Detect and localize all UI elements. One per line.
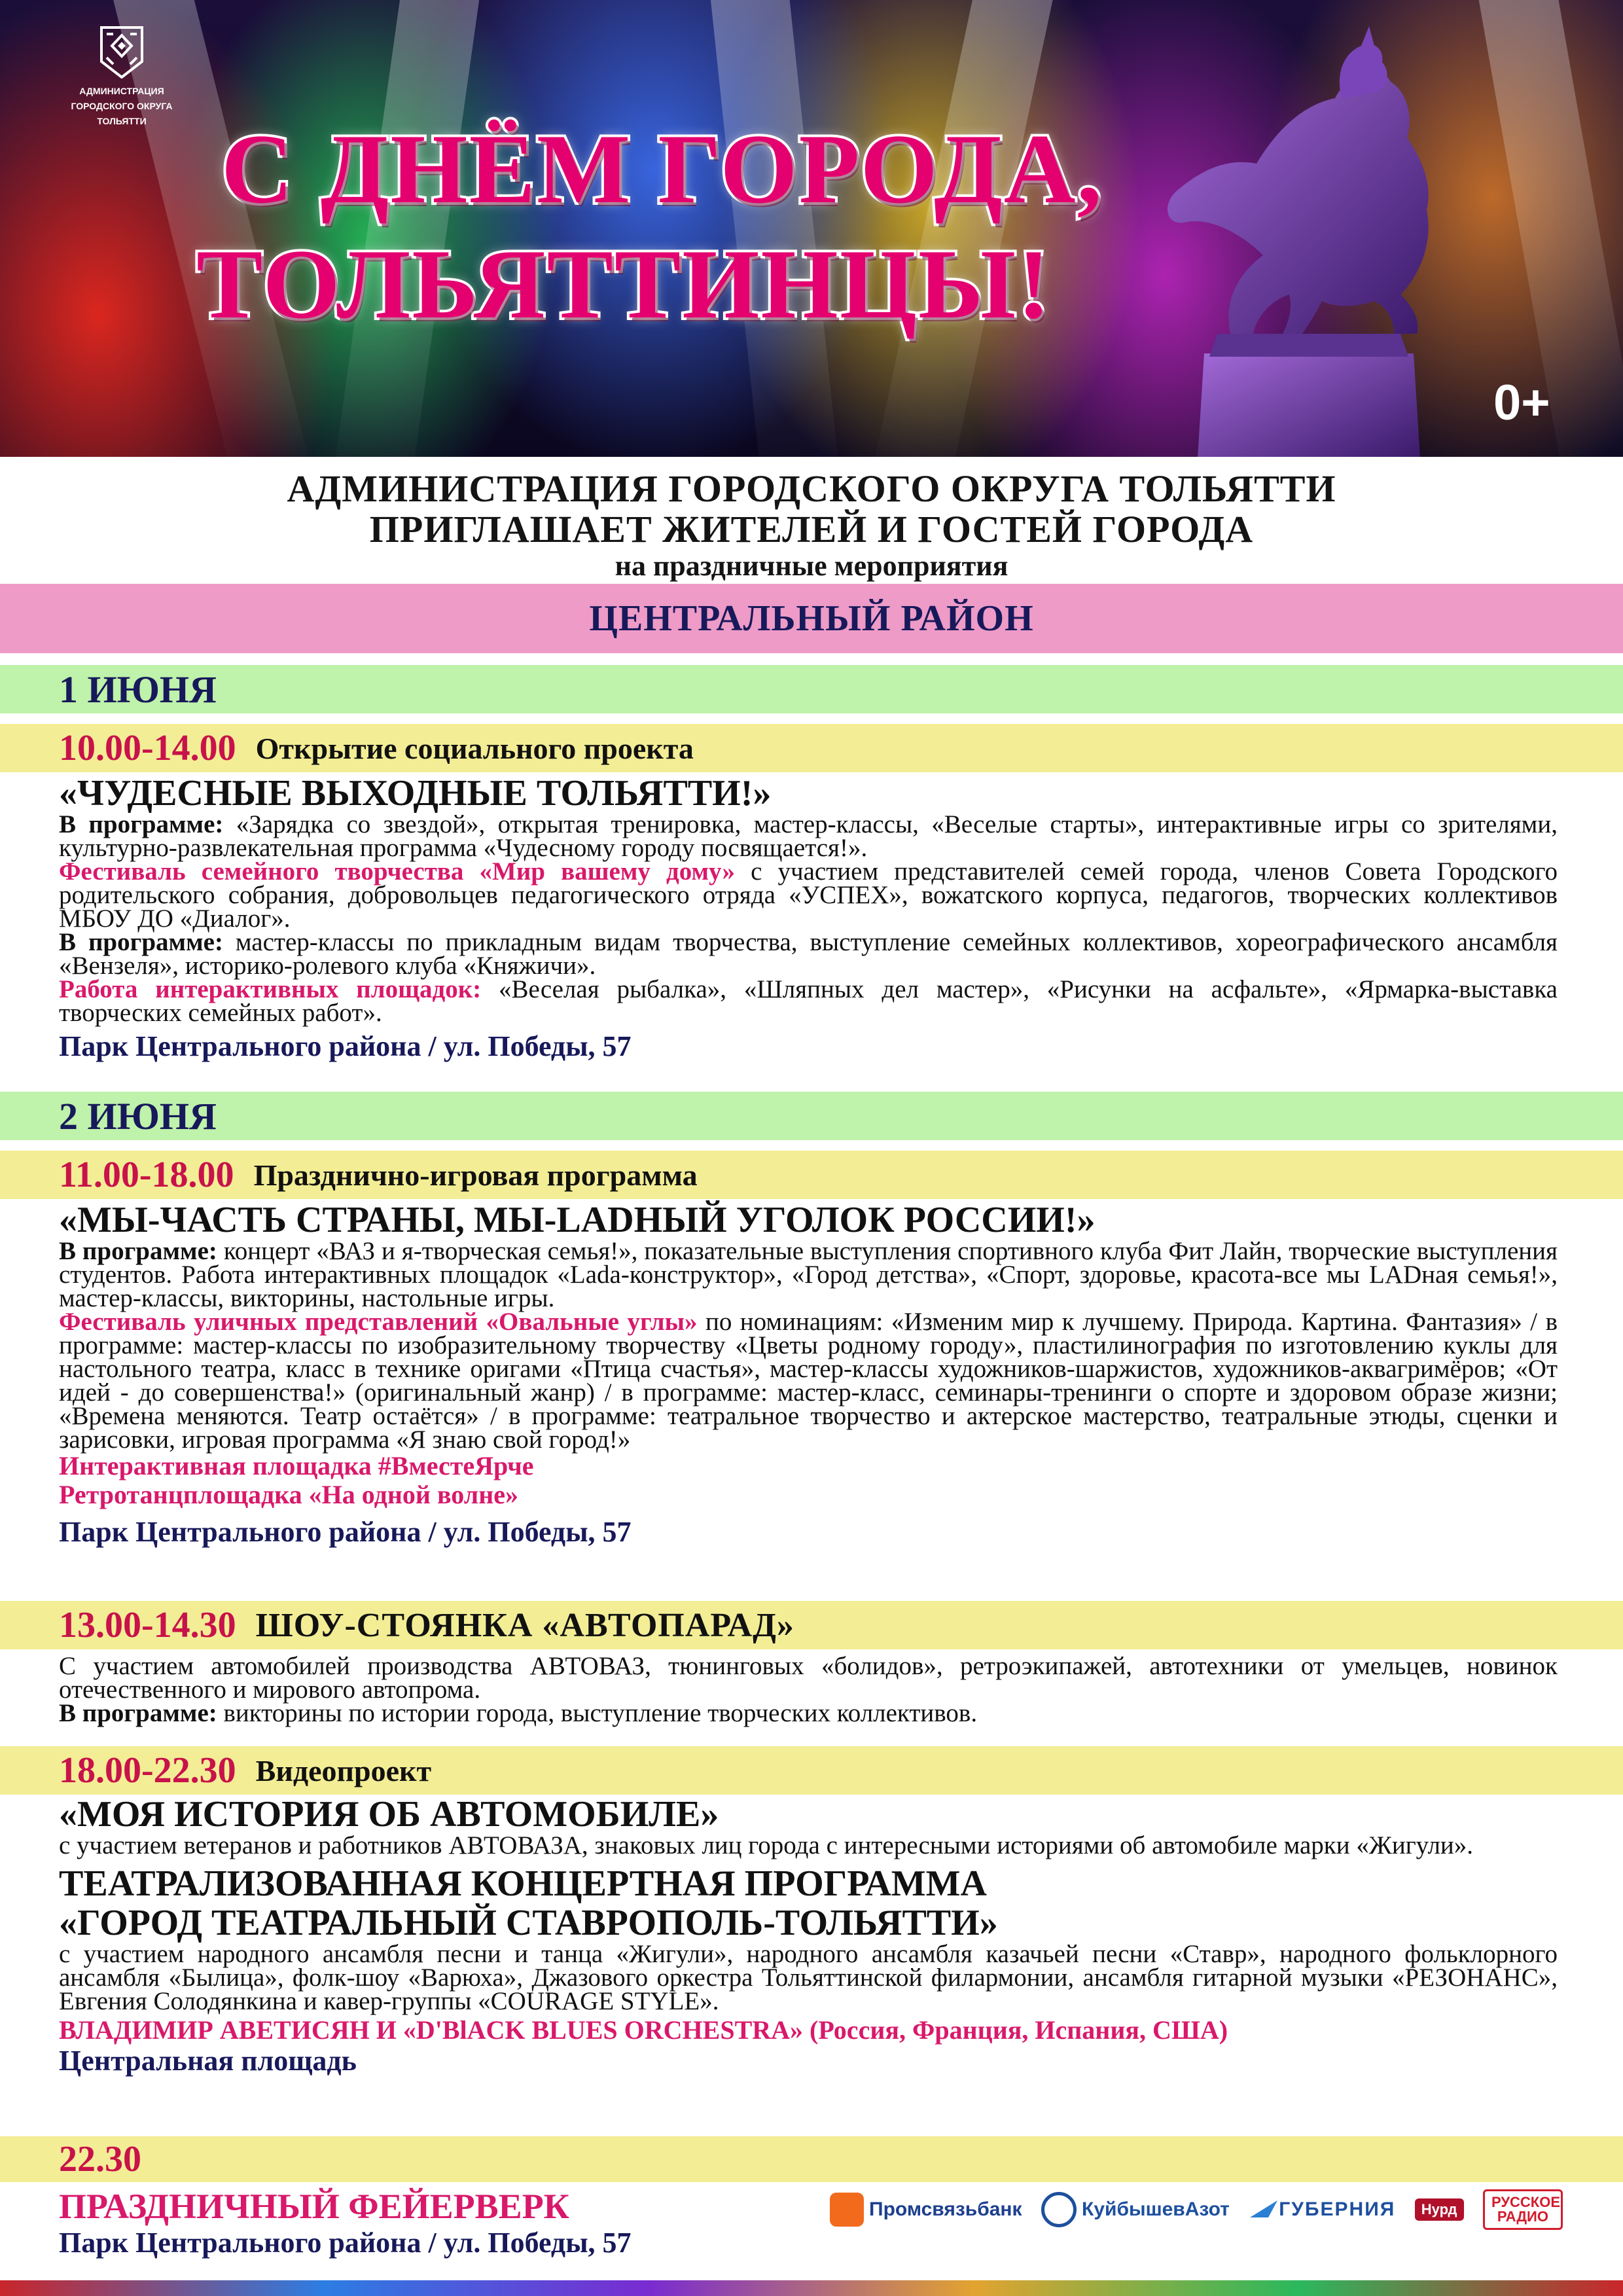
event-band <box>0 2136 1623 2182</box>
age-rating-badge: 0+ <box>1493 375 1550 431</box>
psb-logo-icon <box>830 2193 864 2227</box>
event-time: 18.00-22.30 <box>59 1750 236 1791</box>
event-time: 22.30 <box>59 2139 141 2179</box>
event-name: Открытие социального проекта <box>255 731 694 765</box>
logo-text-line: АДМИНИСТРАЦИЯ <box>79 86 164 96</box>
city-logo <box>63 26 181 127</box>
program-text: мастер-классы по прикладным видам творчества, выступление семейных коллективов, хореографического ансамбля «Вензеля», историко-ролевого клуба «Княжичи». <box>59 928 1558 980</box>
festival-text: с участием представителей семей города, членов Совета Городского родительского собрания, добровольцев педагогического отряда «УСПЕХ», вожатского корпуса, педагогов, творческих коллективов МБОУ ДО «Диалог». <box>59 857 1558 933</box>
sponsor-logos <box>830 2183 1563 2236</box>
program-paragraph <box>59 928 1558 980</box>
invitation-line-2: ПРИГЛАШАЕТ ЖИТЕЛЕЙ И ГОСТЕЙ ГОРОДА <box>369 508 1254 550</box>
sponsor-name: ГУБЕРНИЯ <box>1279 2198 1396 2220</box>
video-project-text: с участием ветеранов и работников АВТОВАЗА, знаковых лиц города с интересными историями об автомобиле марки «Жигули». <box>59 1831 1474 1859</box>
sponsor-name: РУССКОЕ РАДИО <box>1483 2189 1563 2230</box>
bottom-color-strip <box>0 2280 1623 2296</box>
platforms-paragraph <box>59 975 1558 1027</box>
invitation-heading <box>0 469 1623 583</box>
title-line: С ДНЁМ ГОРОДА, <box>221 114 1103 224</box>
event-title: «МЫ-ЧАСТЬ СТРАНЫ, МЫ-LADНЫЙ УГОЛОК РОССИИ!» <box>59 1200 1096 1240</box>
kuibyshevazot-logo-icon <box>1041 2192 1077 2227</box>
platforms-text: «Веселая рыбалка», «Шляпных дел мастер», «Рисунки на асфальте», «Ярмарка-выставка творческих семейных работ». <box>59 975 1558 1027</box>
header-banner <box>0 0 1623 457</box>
event-details-day2-3 <box>59 1795 1558 2077</box>
city-emblem-icon <box>98 26 146 79</box>
autoparade-text: С участием автомобилей производства АВТОВАЗ, тюнинговых «болидов», ретроэкипажей, автотехники от умельцев, новинок отечественного и мирового автопрома. <box>59 1652 1558 1704</box>
sponsor-russkoe-radio <box>1483 2189 1563 2230</box>
program-paragraph <box>59 1237 1558 1312</box>
event-title: «МОЯ ИСТОРИЯ ОБ АВТОМОБИЛЕ» <box>59 1794 719 1835</box>
program-text: «Зарядка со звездой», открытая тренировка, мастер-классы, «Веселые старты», интерактивные игры со зрителями, культурно-развлекательная программа «Чудесному городу посвящается!». <box>59 810 1558 862</box>
concert-title-line-2: «ГОРОД ТЕАТРАЛЬНЫЙ СТАВРОПОЛЬ-ТОЛЬЯТТИ» <box>59 1903 998 1943</box>
event-band <box>0 724 1623 772</box>
festival-text: по номинациям: «Изменим мир к лучшему. Природа. Картина. Фантазия» / в программе: мастер-классы по изобразительному творчеству «Цветы родному городу», пластилинография по изготовлению куклы для настольного театра, класс в технике оригами «Птица счастья», мастер-классы художников-шаржистов, художников-аквагримёров; «От идей - до совершенства!» (оригинальный жанр) / в программе: мастер-класс, семинары-тренинги о спорте и здоровом образе жизни; «Времена меняются. Театр остаётся» / в программе: театральное творчество и актерское мастерство, театральные этюды, сценки и зарисовки, игровая программа «Я знаю свой город!» <box>59 1308 1558 1454</box>
invitation-line-3: на праздничные мероприятия <box>615 550 1008 582</box>
event-location: Парк Центрального района / ул. Победы, 57 <box>59 1030 632 1062</box>
platforms-label: Работа интерактивных площадок: <box>59 975 482 1003</box>
invitation-line-1: АДМИНИСТРАЦИЯ ГОРОДСКОГО ОКРУГА ТОЛЬЯТТИ <box>287 467 1336 510</box>
date-band-day2 <box>0 1092 1623 1140</box>
event-location: Центральная площадь <box>59 2045 357 2077</box>
sponsor-nurd <box>1415 2198 1464 2221</box>
event-time: 11.00-18.00 <box>59 1155 234 1195</box>
sponsor-name: КуйбышевАзот <box>1082 2198 1230 2220</box>
date-label: 2 ИЮНЯ <box>59 1094 217 1138</box>
main-title <box>196 111 1178 342</box>
logo-text-line: ТОЛЬЯТТИ <box>97 116 147 126</box>
sponsor-guberniya <box>1249 2198 1395 2221</box>
program-paragraph <box>59 1699 1558 1727</box>
concert-title-line-1: ТЕАТРАЛИЗОВАННАЯ КОНЦЕРТНАЯ ПРОГРАММА <box>59 1863 987 1904</box>
event-name: Празднично-игровая программа <box>253 1158 698 1192</box>
program-text: викторины по истории города, выступление творческих коллективов. <box>217 1699 978 1727</box>
festival-paragraph <box>59 857 1558 933</box>
interactive-platform: Интерактивная площадка #ВместеЯрче <box>59 1451 534 1480</box>
retro-dance-platform: Ретротанцплощадка «На одной волне» <box>59 1480 519 1509</box>
program-label: В программе: <box>59 1699 217 1727</box>
program-label: В программе: <box>59 928 223 956</box>
date-label: 1 ИЮНЯ <box>59 668 217 711</box>
program-text: концерт «ВАЗ и я-творческая семья!», показательные выступления спортивного клуба Фит Лайн, творческие выступления студентов. Работа интерактивных площадок «Lada-конструктор», «Город детства», «Спорт, здоровье, красота-все мы LADная семья!», мастер-классы, викторины, настольные игры. <box>59 1237 1558 1312</box>
festival-paragraph <box>59 1310 1558 1452</box>
program-paragraph <box>59 810 1558 862</box>
event-band <box>0 1151 1623 1199</box>
event-details-day1 <box>59 774 1558 1063</box>
event-name: Видеопроект <box>255 1753 432 1787</box>
guest-performer: ВЛАДИМИР АВЕТИСЯН И «D'BlACK BLUES ORCHESTRA» (Россия, Франция, Испания, США) <box>59 2015 1228 2045</box>
fireworks-title: ПРАЗДНИЧНЫЙ ФЕЙЕРВЕРК <box>59 2187 569 2226</box>
sponsor-kuibyshevazot <box>1041 2192 1230 2227</box>
program-label: В программе: <box>59 1237 217 1265</box>
guberniya-logo-icon <box>1249 2198 1279 2221</box>
event-location: Парк Центрального района / ул. Победы, 57 <box>59 2227 632 2259</box>
title-line: ТОЛЬЯТТИНЦЫ! <box>196 229 1052 339</box>
sponsor-promsvyazbank <box>830 2193 1022 2227</box>
event-name: ШОУ-СТОЯНКА «АВТОПАРАД» <box>255 1606 794 1644</box>
program-label: В программе: <box>59 810 224 838</box>
event-details-day2-2 <box>59 1652 1558 1727</box>
district-band <box>0 584 1623 653</box>
festival-label: Фестиваль уличных представлений «Овальные углы» <box>59 1308 698 1336</box>
event-time: 13.00-14.30 <box>59 1605 236 1645</box>
event-band <box>0 1746 1623 1795</box>
event-details-day2-1 <box>59 1200 1558 1549</box>
event-band <box>0 1601 1623 1649</box>
event-details-day2-4 <box>59 2186 812 2259</box>
event-location: Парк Центрального района / ул. Победы, 57 <box>59 1516 632 1548</box>
equestrian-statue-icon <box>1126 26 1492 457</box>
district-title: ЦЕНТРАЛЬНЫЙ РАЙОН <box>589 598 1034 639</box>
event-time: 10.00-14.00 <box>59 728 236 768</box>
event-title: «ЧУДЕСНЫЕ ВЫХОДНЫЕ ТОЛЬЯТТИ!» <box>59 773 772 814</box>
date-band-day1 <box>0 665 1623 713</box>
sponsor-name: Нурд <box>1415 2198 1464 2221</box>
festival-label: Фестиваль семейного творчества «Мир вашему дому» <box>59 857 736 886</box>
sponsor-name: Промсвязьбанк <box>869 2198 1022 2220</box>
logo-text-line: ГОРОДСКОГО ОКРУГА <box>71 101 173 111</box>
concert-text: с участием народного ансамбля песни и танца «Жигули», народного ансамбля казачьей песни «Ставр», народного фольклорного ансамбля «Былица», фолк-шоу «Варюха», Джазового оркестра Тольяттинской филармонии, ансамбля гитарной музыки «РЕЗОНАНС», Евгения Солодянкина и кавер-группы «COURAGE STYLE». <box>59 1940 1558 2015</box>
